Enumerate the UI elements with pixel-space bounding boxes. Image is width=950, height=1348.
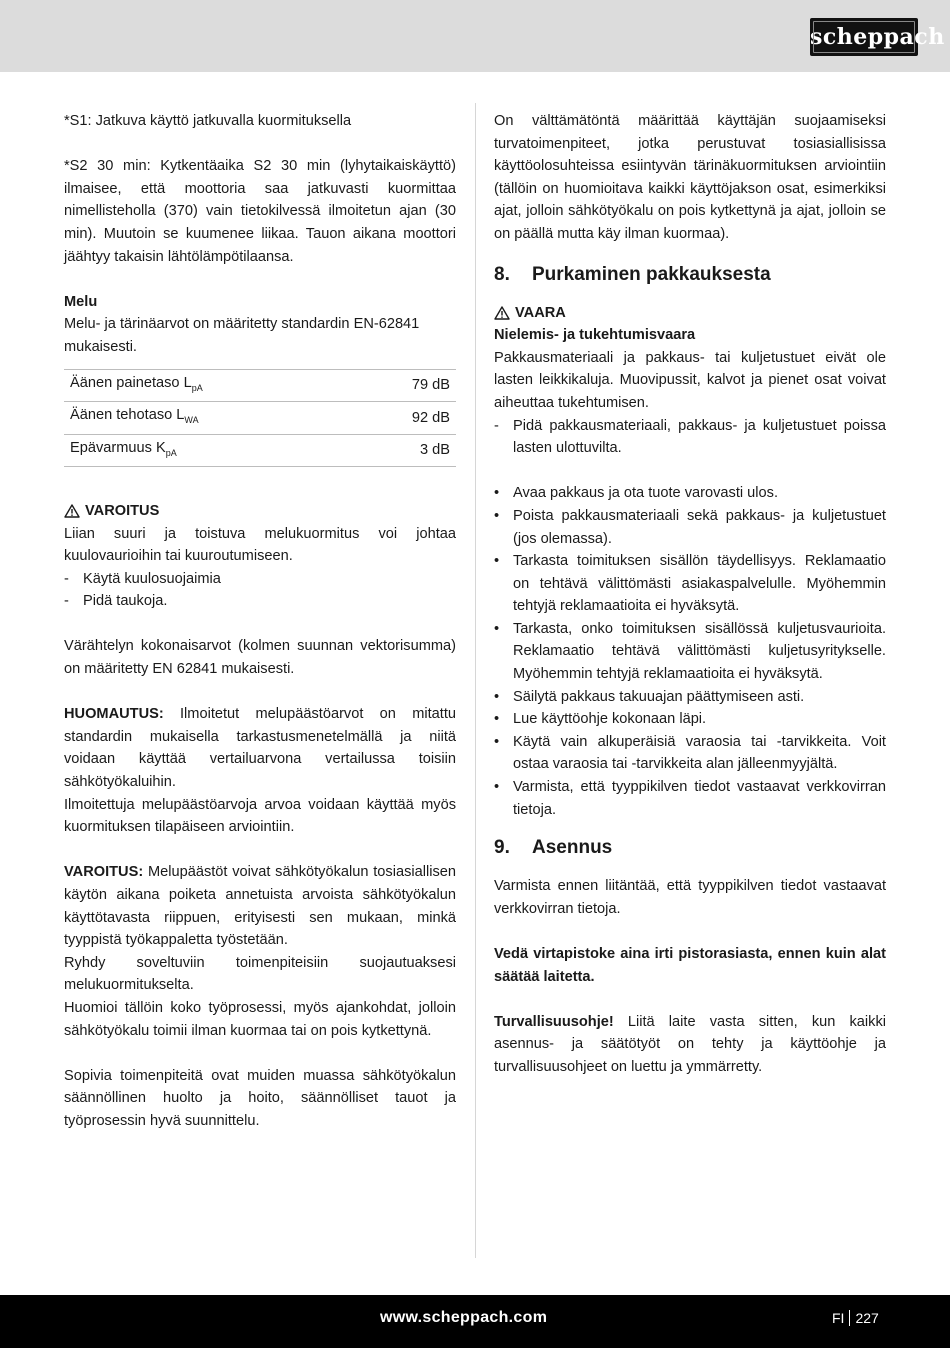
table-row [64, 369, 456, 402]
section-9-number: 9. [494, 837, 510, 859]
install-text: Varmista ennen liitäntää, että tyyppikilven tiedot vastaavat verkkovirran tietoja. [494, 878, 886, 917]
table-cell-label: Äänen painetaso $L_{pA}$ [64, 369, 355, 402]
brand-logo: scheppach [810, 18, 918, 56]
melu-text: Melu- ja tärinäarvot on määritetty standardin EN-62841 mukaisesti. [64, 316, 420, 355]
section-8-title: Purkaminen pakkauksesta [532, 263, 771, 285]
list-item: • Poista pakkausmateriaali sekä pakkaus- ja kuljetustuet (jos olemassa). [494, 505, 886, 550]
safety-paragraph: Turvallisuusohje! Liitä laite vasta sitten, kun kaikki asennus- ja säätötyöt on tehty ja käyttöohje ja turvallisuusohjeet on luettu ja ymmärretty. [494, 1013, 886, 1075]
danger-title: VAARA [515, 304, 566, 321]
list-item: • Lue käyttöohje kokonaan läpi. [494, 708, 886, 731]
footer-separator [849, 1310, 850, 1326]
warning-list [64, 568, 456, 613]
list-item: - Pidä taukoja. [64, 590, 456, 613]
table-cell-value: 79 dB [355, 369, 456, 402]
language-code: FI [832, 1310, 845, 1326]
warning2-paragraph: VAROITUS: Melupäästöt voivat sähkötyökalun tosiasiallisen käytön aikana poiketa annetuista arvoista sähkötyökalun käyttötavasta riippuen, erityisesti sen mukaan, minkä tyyppistä työkappaletta työstetään. [64, 864, 456, 949]
warning2-text-2: Ryhdy soveltuviin toimenpiteisiin suojautuaksesi melukuormitukselta. [64, 954, 456, 994]
list-item: • Tarkasta toimituksen sisällön täydellisyys. Reklamaatio on tehtävä välittömästi asiakaspalvelulle. Myöhemmin tehtyjä reklamaatioita ei hyväksytä. [494, 550, 886, 618]
footer-band [0, 1295, 950, 1348]
danger-list [494, 415, 886, 460]
table-cell-label: Äänen tehotaso $L_{WA}$ [64, 402, 355, 435]
page-number-value: 227 [855, 1310, 879, 1326]
unpack-list [494, 482, 886, 821]
header-band [0, 0, 950, 72]
danger-text: Pakkausmateriaali ja pakkaus- tai kuljetustuet eivät ole lasten leikkikaluja. Muovipussit, kalvot ja pienet osat voivat aiheuttaa tukehtumisen. [494, 349, 886, 411]
danger-heading [494, 302, 886, 325]
right-column [494, 110, 886, 1079]
warning-triangle-icon [494, 306, 510, 320]
measures-text: Sopivia toimenpiteitä ovat muiden muassa sähkötyökalun säännöllinen huolto ja hoito, säännölliset tauot ja työprosessin hyvä suunnittelu. [64, 1067, 456, 1129]
left-column [64, 110, 456, 1133]
list-item: - Pidä pakkausmateriaali, pakkaus- ja kuljetustuet poissa lasten ulottuvilta. [494, 415, 886, 460]
warning2-text-3: Huomioi tällöin koko työprosessi, myös ajankohdat, jolloin sähkötyökalu toimii ilman kuormaa tai on pois kytkettynä. [64, 999, 456, 1039]
s2-text: *S2 30 min: Kytkentäaika S2 30 min (lyhytaikaiskäyttö) ilmaisee, että moottoria saa jatkuvasti kuormittaa nimellisteholla (370) vain tietokilvessä ilmoitetun ajan (30 min). Muutoin se kuumenee liikaa. Tauon aikana moottori jäähtyy takaisin lähtölämpötilaansa. [64, 158, 456, 265]
danger-subtitle: Nielemis- ja tukehtumisvaara [494, 327, 696, 344]
list-item: • Varmista, että tyyppikilven tiedot vastaavat verkkovirran tietoja. [494, 776, 886, 821]
page-number [832, 1310, 879, 1326]
list-item: - Käytä kuulosuojaimia [64, 568, 456, 591]
warning-triangle-icon [64, 504, 80, 518]
warning-title: VAROITUS [85, 502, 160, 519]
table-row [64, 402, 456, 435]
section-9-title: Asennus [532, 837, 613, 859]
section-8-heading [494, 262, 886, 288]
website-link[interactable]: www.scheppach.com [380, 1309, 548, 1326]
install-bold-text: Vedä virtapistoke aina irti pistorasiasta, ennen kuin alat säätää laitetta. [494, 946, 886, 985]
noise-table [64, 369, 456, 468]
table-row [64, 434, 456, 467]
note-text-2: Ilmoitettuja melupäästöarvoja arvoa voidaan käyttää myös kuormituksen tilapäiseen arviointiin. [64, 796, 456, 836]
list-item: • Tarkasta, onko toimituksen sisällössä kuljetusvaurioita. Reklamaatio tehtävä välittömästi kuljetusyritykselle. Myöhemmin tehtyjä reklamaatioita ei hyväksytä. [494, 618, 886, 686]
table-cell-value: 92 dB [355, 402, 456, 435]
warning-heading [64, 500, 456, 523]
warning-text: Liian suuri ja toistuva melukuormitus voi johtaa kuulovaurioihin tai kuuroutumiseen. [64, 525, 456, 565]
column-divider [475, 103, 476, 1258]
vibration-text: Värähtelyn kokonaisarvot (kolmen suunnan vektorisumma) on määritetty EN 62841 mukaisesti. [64, 638, 456, 678]
list-item: • Säilytä pakkaus takuuajan päättymiseen asti. [494, 686, 886, 709]
list-item: • Käytä vain alkuperäisiä varaosia tai -tarvikkeita. Voit ostaa varaosia tai -tarvikkeita alan jälleenmyyjältä. [494, 731, 886, 776]
table-cell-label: Epävarmuus $K_{pA}$ [64, 434, 355, 467]
list-item: • Avaa pakkaus ja ota tuote varovasti ulos. [494, 482, 886, 505]
section-9-heading [494, 835, 886, 861]
s1-text: *S1: Jatkuva käyttö jatkuvalla kuormituksella [64, 113, 352, 129]
intro-text: On välttämätöntä määrittää käyttäjän suojaamiseksi turvatoimenpiteet, jotka perustuvat tosiasiallisissa käyttöolosuhteissa esiintyvän tärinäkuormituksen arviointiin (tällöin on huomioitava kaikki käyttöjakson osat, esimerkiksi ajat, jolloin sähkötyökalu on pois kytkettynä ja ajat, jolloin se on päällä mutta käy ilman kuormaa). [494, 113, 886, 242]
section-8-number: 8. [494, 263, 510, 285]
warning2-label: VAROITUS: [64, 864, 144, 881]
table-cell-value: 3 dB [355, 434, 456, 467]
melu-title: Melu [64, 293, 98, 310]
safety-label: Turvallisuusohje! [494, 1013, 614, 1030]
note-paragraph: HUOMAUTUS: Ilmoitetut melupäästöarvot on mitattu standardin mukaisella tarkastusmenetelmällä ja niitä voidaan käyttää vertailuarvona vertailussa toisiin sähkötyökaluihin. [64, 706, 456, 791]
note-label: HUOMAUTUS: [64, 706, 164, 723]
